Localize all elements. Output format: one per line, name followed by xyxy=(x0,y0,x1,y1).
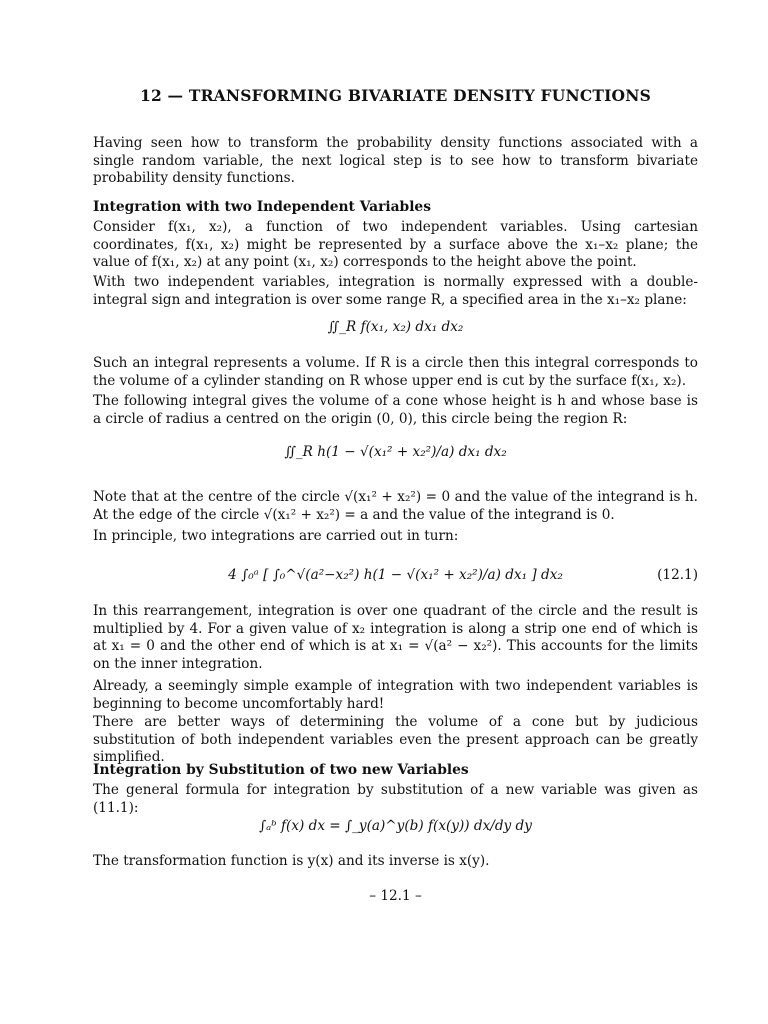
intro-paragraph: Having seen how to transform the probability density functions associated with a single random variable, the next logical step is to see how to transform bivariate probability density functions. xyxy=(93,135,698,187)
paragraph-cone: The following integral gives the volume of a cone whose height is h and whose base is a circle of radius a centred on the origin (0, 0), this circle being the region R: xyxy=(93,393,698,427)
section-heading-independent-variables: Integration with two Independent Variables xyxy=(93,199,431,215)
equation-number: (12.1) xyxy=(657,567,698,583)
paragraph-two-integrations: In principle, two integrations are carried out in turn: xyxy=(93,528,459,544)
paragraph-transformation-function: The transformation function is y(x) and its inverse is x(y). xyxy=(93,853,490,869)
page-title: 12 — TRANSFORMING BIVARIATE DENSITY FUNCTIONS xyxy=(139,86,652,105)
paragraph-rearrangement: In this rearrangement, integration is over one quadrant of the circle and the result is multiplied by 4. For a given value of x₂ integration is along a strip one end of which is at x₁ = 0 and the other end of which is at x₁ = √(a² − x₂²). This accounts for the limits on the inner integration. xyxy=(93,603,698,672)
paragraph-uncomfortably-hard: Already, a seemingly simple example of integration with two independent variables is beginning to become uncomfortably hard! xyxy=(93,678,698,712)
page-number: – 12.1 – xyxy=(369,888,422,904)
paragraph-integrand-values: Note that at the centre of the circle √(x₁² + x₂²) = 0 and the value of the integrand is h. At the edge of the circle √(x₁² + x₂²) = a and the value of the integrand is 0. xyxy=(93,489,698,523)
paragraph-double-integral: With two independent variables, integration is normally expressed with a double-integral sign and integration is over some range R, a specified area in the x₁–x₂ plane: xyxy=(93,274,698,308)
equation-substitution: ∫ₐᵇ f(x) dx = ∫_y(a)^y(b) f(x(y)) dx/dy dy xyxy=(259,818,532,834)
paragraph-volume: Such an integral represents a volume. If R is a circle then this integral corresponds to the volume of a cylinder standing on R whose upper end is cut by the surface f(x₁, x₂). xyxy=(93,355,698,389)
paragraph-consider-function: Consider f(x₁, x₂), a function of two independent variables. Using cartesian coordinates, f(x₁, x₂) might be represented by a surface above the x₁–x₂ plane; the value of f(x₁, x₂) at any point (x₁, x₂) corresponds to the height above the point. xyxy=(93,219,698,271)
paragraph-general-formula: The general formula for integration by substitution of a new variable was given as (11.1): xyxy=(93,782,698,816)
paragraph-better-ways: There are better ways of determining the volume of a cone but by judicious substitution of both independent variables even the present approach can be greatly simplified. xyxy=(93,714,698,766)
equation-cone-volume: ∬_R h(1 − √(x₁² + x₂²)/a) dx₁ dx₂ xyxy=(284,444,507,460)
equation-12-1-body: 4 ∫₀ᵃ [ ∫₀^√(a²−x₂²) h(1 − √(x₁² + x₂²)/a) dx₁ ] dx₂ xyxy=(228,567,563,583)
section-heading-substitution: Integration by Substitution of two new Variables xyxy=(93,762,469,778)
equation-12-1 xyxy=(93,567,698,583)
equation-double-integral: ∬_R f(x₁, x₂) dx₁ dx₂ xyxy=(327,319,464,335)
